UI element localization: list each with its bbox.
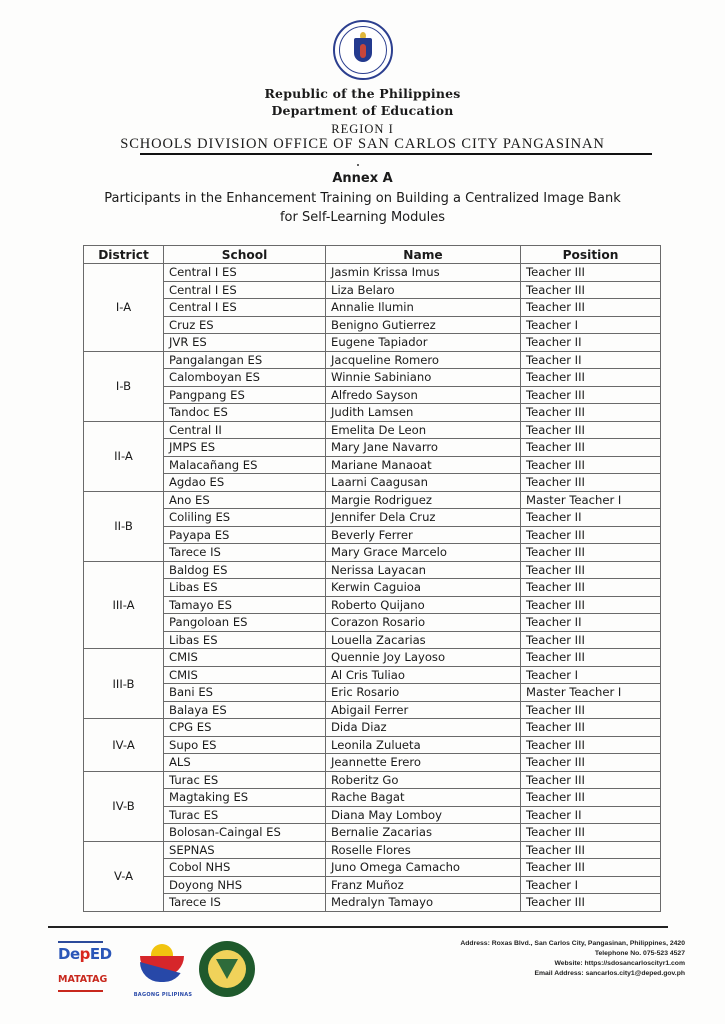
position-cell: Teacher III (521, 841, 661, 859)
district-cell: I-B (84, 351, 164, 421)
school-cell: Central II (164, 421, 326, 439)
deped-torch-icon: p (79, 945, 90, 963)
table-row (84, 544, 661, 562)
position-cell: Teacher III (521, 649, 661, 667)
position-cell: Teacher III (521, 264, 661, 282)
division-office-line: SCHOOLS DIVISION OFFICE OF SAN CARLOS CITY PANGASINAN (120, 136, 605, 152)
position-cell: Teacher III (521, 544, 661, 562)
position-cell: Teacher III (521, 824, 661, 842)
school-cell: Libas ES (164, 579, 326, 597)
table-row (84, 789, 661, 807)
position-cell: Teacher II (521, 334, 661, 352)
district-cell: III-A (84, 561, 164, 649)
table-row (84, 684, 661, 702)
table-row (84, 421, 661, 439)
school-cell: Magtaking ES (164, 789, 326, 807)
name-cell: Laarni Caagusan (326, 474, 521, 492)
table-row (84, 561, 661, 579)
table-row (84, 491, 661, 509)
school-cell: Turac ES (164, 771, 326, 789)
school-cell: Doyong NHS (164, 876, 326, 894)
header-district: District (84, 246, 164, 264)
name-cell: Roberto Quijano (326, 596, 521, 614)
position-cell: Master Teacher I (521, 684, 661, 702)
name-cell: Bernalie Zacarias (326, 824, 521, 842)
position-cell: Master Teacher I (521, 491, 661, 509)
name-cell: Jeannette Erero (326, 754, 521, 772)
school-cell: SEPNAS (164, 841, 326, 859)
position-cell: Teacher III (521, 701, 661, 719)
name-cell: Jennifer Dela Cruz (326, 509, 521, 527)
position-cell: Teacher III (521, 596, 661, 614)
position-cell: Teacher III (521, 561, 661, 579)
district-cell: II-A (84, 421, 164, 491)
name-cell: Roselle Flores (326, 841, 521, 859)
name-cell: Rache Bagat (326, 789, 521, 807)
name-cell: Juno Omega Camacho (326, 859, 521, 877)
table-row (84, 264, 661, 282)
table-row (84, 666, 661, 684)
school-cell: Central I ES (164, 281, 326, 299)
telephone-line: Telephone No. 075-523 4527 (594, 950, 685, 957)
name-cell: Eugene Tapiador (326, 334, 521, 352)
table-row (84, 806, 661, 824)
table-row (84, 474, 661, 492)
table-row (84, 859, 661, 877)
name-cell: Al Cris Tuliao (326, 666, 521, 684)
school-cell: Tandoc ES (164, 404, 326, 422)
school-cell: Central I ES (164, 299, 326, 317)
name-cell: Nerissa Layacan (326, 561, 521, 579)
district-cell: III-B (84, 649, 164, 719)
table-row (84, 334, 661, 352)
position-cell: Teacher III (521, 789, 661, 807)
table-row (84, 351, 661, 369)
school-cell: Central I ES (164, 264, 326, 282)
name-cell: Beverly Ferrer (326, 526, 521, 544)
school-cell: Libas ES (164, 631, 326, 649)
stray-mark (357, 164, 359, 166)
school-cell: Tarece IS (164, 544, 326, 562)
position-cell: Teacher III (521, 386, 661, 404)
name-cell: Benigno Gutierrez (326, 316, 521, 334)
table-row (84, 526, 661, 544)
table-row (84, 439, 661, 457)
name-cell: Medralyn Tamayo (326, 894, 521, 912)
subtitle-line-1: Participants in the Enhancement Training on Building a Centralized Image Bank (104, 191, 621, 206)
position-cell: Teacher I (521, 876, 661, 894)
name-cell: Mariane Manaoat (326, 456, 521, 474)
position-cell: Teacher II (521, 351, 661, 369)
position-cell: Teacher III (521, 369, 661, 387)
name-cell: Kerwin Caguioa (326, 579, 521, 597)
table-row (84, 824, 661, 842)
name-cell: Mary Grace Marcelo (326, 544, 521, 562)
name-cell: Emelita De Leon (326, 421, 521, 439)
school-cell: Agdao ES (164, 474, 326, 492)
position-cell: Teacher III (521, 456, 661, 474)
school-cell: Baldog ES (164, 561, 326, 579)
region-line: REGION I (331, 122, 394, 136)
table-header-row (84, 246, 661, 264)
position-cell: Teacher III (521, 439, 661, 457)
name-cell: Liza Belaro (326, 281, 521, 299)
document-subtitle (0, 189, 725, 227)
footer-divider (48, 926, 668, 928)
position-cell: Teacher III (521, 771, 661, 789)
name-cell: Louella Zacarias (326, 631, 521, 649)
department-line: Department of Education (271, 103, 454, 118)
position-cell: Teacher II (521, 509, 661, 527)
republic-line: Republic of the Philippines (264, 86, 461, 101)
school-cell: Malacañang ES (164, 456, 326, 474)
name-cell: Quennie Joy Layoso (326, 649, 521, 667)
name-cell: Margie Rodriguez (326, 491, 521, 509)
name-cell: Winnie Sabiniano (326, 369, 521, 387)
district-cell: V-A (84, 841, 164, 911)
table-row (84, 386, 661, 404)
name-cell: Judith Lamsen (326, 404, 521, 422)
school-cell: Calomboyan ES (164, 369, 326, 387)
name-cell: Mary Jane Navarro (326, 439, 521, 457)
matatag-text: MATATAG (58, 974, 108, 985)
school-cell: Tamayo ES (164, 596, 326, 614)
table-row (84, 719, 661, 737)
school-cell: Bolosan-Caingal ES (164, 824, 326, 842)
name-cell: Roberitz Go (326, 771, 521, 789)
school-cell: Coliling ES (164, 509, 326, 527)
school-cell: Bani ES (164, 684, 326, 702)
email-line[interactable]: Email Address: sancarlos.city1@deped.gov.ph (534, 970, 685, 977)
table-row (84, 281, 661, 299)
name-cell: Abigail Ferrer (326, 701, 521, 719)
annex-title: Annex A (332, 171, 393, 186)
contact-block (460, 939, 685, 979)
header-position: Position (521, 246, 661, 264)
table-row (84, 841, 661, 859)
school-cell: JVR ES (164, 334, 326, 352)
position-cell: Teacher II (521, 614, 661, 632)
name-cell: Franz Muñoz (326, 876, 521, 894)
school-cell: Tarece IS (164, 894, 326, 912)
position-cell: Teacher III (521, 736, 661, 754)
header-school: School (164, 246, 326, 264)
table-row (84, 736, 661, 754)
table-row (84, 316, 661, 334)
table-row (84, 299, 661, 317)
table-row (84, 894, 661, 912)
school-cell: CPG ES (164, 719, 326, 737)
table-row (84, 579, 661, 597)
position-cell: Teacher III (521, 719, 661, 737)
school-cell: JMPS ES (164, 439, 326, 457)
position-cell: Teacher III (521, 631, 661, 649)
bagong-pilipinas-logo (133, 940, 193, 1010)
school-cell: CMIS (164, 649, 326, 667)
school-cell: Pangoloan ES (164, 614, 326, 632)
header-divider (140, 153, 652, 155)
school-cell: ALS (164, 754, 326, 772)
name-cell: Diana May Lomboy (326, 806, 521, 824)
school-cell: Cruz ES (164, 316, 326, 334)
name-cell: Jacqueline Romero (326, 351, 521, 369)
table-row (84, 701, 661, 719)
deped-seal-icon (333, 20, 393, 80)
position-cell: Teacher III (521, 894, 661, 912)
school-cell: CMIS (164, 666, 326, 684)
subtitle-line-2: for Self-Learning Modules (279, 210, 446, 225)
website-line[interactable]: Website: https://sdosancarloscityr1.com (554, 960, 685, 967)
table-row (84, 404, 661, 422)
position-cell: Teacher III (521, 474, 661, 492)
table-row (84, 631, 661, 649)
deped-word-right: ED (89, 945, 112, 963)
bagong-pilipinas-text: BAGONG PILIPINAS (133, 992, 193, 998)
table-row (84, 876, 661, 894)
district-cell: II-B (84, 491, 164, 561)
sdo-seal-icon (199, 941, 255, 997)
table-row (84, 754, 661, 772)
position-cell: Teacher I (521, 316, 661, 334)
name-cell: Eric Rosario (326, 684, 521, 702)
deped-matatag-logo (58, 941, 112, 1009)
address-line: Address: Roxas Blvd., San Carlos City, Pangasinan, Philippines, 2420 (460, 940, 685, 947)
district-cell: IV-A (84, 719, 164, 772)
name-cell: Leonila Zulueta (326, 736, 521, 754)
table-row (84, 771, 661, 789)
name-cell: Annalie Ilumin (326, 299, 521, 317)
deped-word-left: De (58, 945, 80, 963)
school-cell: Payapa ES (164, 526, 326, 544)
position-cell: Teacher II (521, 806, 661, 824)
school-cell: Balaya ES (164, 701, 326, 719)
position-cell: Teacher III (521, 526, 661, 544)
name-cell: Corazon Rosario (326, 614, 521, 632)
table-row (84, 369, 661, 387)
position-cell: Teacher III (521, 421, 661, 439)
name-cell: Jasmin Krissa Imus (326, 264, 521, 282)
school-cell: Pangpang ES (164, 386, 326, 404)
position-cell: Teacher III (521, 299, 661, 317)
school-cell: Ano ES (164, 491, 326, 509)
position-cell: Teacher III (521, 404, 661, 422)
school-cell: Turac ES (164, 806, 326, 824)
participants-table (83, 245, 661, 912)
position-cell: Teacher III (521, 754, 661, 772)
school-cell: Pangalangan ES (164, 351, 326, 369)
name-cell: Alfredo Sayson (326, 386, 521, 404)
district-cell: IV-B (84, 771, 164, 841)
name-cell: Dida Diaz (326, 719, 521, 737)
position-cell: Teacher I (521, 666, 661, 684)
table-row (84, 456, 661, 474)
table-row (84, 596, 661, 614)
position-cell: Teacher III (521, 579, 661, 597)
school-cell: Supo ES (164, 736, 326, 754)
school-cell: Cobol NHS (164, 859, 326, 877)
position-cell: Teacher III (521, 859, 661, 877)
table-row (84, 509, 661, 527)
table-row (84, 649, 661, 667)
header-name: Name (326, 246, 521, 264)
position-cell: Teacher III (521, 281, 661, 299)
table-row (84, 614, 661, 632)
district-cell: I-A (84, 264, 164, 352)
